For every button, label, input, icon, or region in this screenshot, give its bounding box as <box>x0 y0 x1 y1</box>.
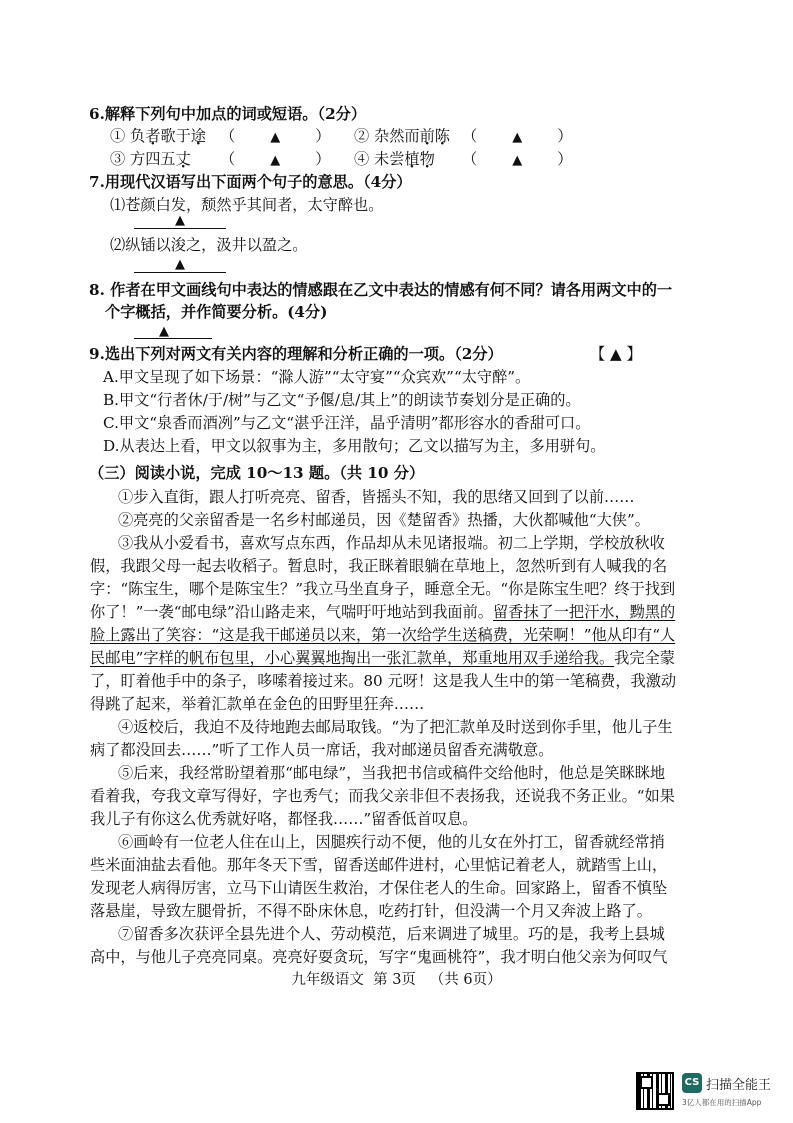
passage-line: 字：“陈宝生，哪个是陈宝生？”我立马坐直身子，睡意全无。“你是陈宝生吧？终于找到 <box>90 580 676 598</box>
passage-line: 民邮电”字样的帆布包里，小心翼翼地掏出一张汇款单，郑重地用双手递给我。我完全蒙 <box>90 649 675 667</box>
passage-line: 了，盯着他手中的条子，哆嗦着接过来。80 元呀！这是我人生中的第一笔稿费，我激动 <box>90 672 677 690</box>
passage-line: 你了！”一袭“邮电绿”沿山路走来，气喘吁吁地站到我面前。留香抹了一把汗水，黝黑的 <box>90 603 676 621</box>
q7-sentence-1: ⑴苍颜白发，颓然乎其间者，太守醉也。 <box>110 196 384 214</box>
passage-line: 我儿子有你这么优秀就好咯，都怪我……”留香低首叹息。 <box>90 810 478 828</box>
q9-option-d: D.从表达上看，甲文以叙事为主，多用散句；乙文以描写为主，多用骈句。 <box>103 437 606 455</box>
q6-item-4: ④ 未尝植物 <box>354 150 435 168</box>
q8-stem-line2: 个字概括，并作简要分析。(4分) <box>105 303 328 321</box>
passage-line: ④返校后，我迫不及待地跑去邮局取钱。“为了把汇款单及时送到你手里，他儿子生 <box>118 718 673 736</box>
page-footer <box>0 968 793 989</box>
underlined-sentence: 他从印有“人 <box>591 626 676 644</box>
q6-item-3: ③ 方四五丈 <box>110 150 191 168</box>
q6-stem: 6.解释下列句中加点的词或短语。（2分） <box>89 105 367 123</box>
q9-option-a: A.甲文呈现了如下场景：“滁人游”“太守宴”“众宾欢”“太守醉”。 <box>103 368 531 386</box>
qr-code-icon <box>636 1072 674 1110</box>
passage-line: 高中，与他儿子亮亮同桌。亮亮好耍贪玩，写字“鬼画桃符”，我才明白他父亲为何叹气 <box>90 948 668 966</box>
passage-line <box>90 625 675 645</box>
camscanner-logo-icon: CS <box>682 1073 702 1093</box>
q9-option-b: B.甲文“行者休/于/树”与乙文“予偃/息/其上”的朗读节奏划分是正确的。 <box>103 391 581 409</box>
q7-stem: 7.用现代汉语写出下面两个句子的意思。（4分） <box>89 173 412 191</box>
passage-line: ②亮亮的父亲留香是一名乡村邮递员，因《楚留香》热播，大伙都喊他“大侠”。 <box>118 511 650 529</box>
q6-answer-3: （ ▲ ） <box>220 150 331 168</box>
q6-answer-1: （ ▲ ） <box>220 127 331 145</box>
passage-line: ⑥画岭有一位老人住在山上，因腿疾行动不便，他的儿女在外打工，留香就经常捎 <box>118 833 665 851</box>
passage-line: 假，我跟父母一起去收稻子。暂息时，我正眯着眼躺在草地上，忽然听到有人喊我的名 <box>90 557 668 575</box>
passage-line: ③我从小爱看书，喜欢写点东西，作品却从未见诸报端。初二上学期，学校放秋收 <box>118 534 665 552</box>
q6-answer-4: （ ▲ ） <box>462 150 573 168</box>
underlined-sentence: 脸上露出了笑容：“这是我干邮递员以来，第一次给学生送稿费，光荣啊！” <box>90 626 592 644</box>
footer-page: 第 3页 <box>373 972 416 988</box>
passage-line: ①步入直街，跟人打听亮亮、留香，皆摇头不知，我的思绪又回到了以前…… <box>118 488 635 506</box>
q8-stem-line1: 8. 作者在甲文画线句中表达的情感跟在乙文中表达的情感有何不同？请各用两文中的一 <box>89 281 673 299</box>
q7-answer-mark-1: ▲ <box>175 213 185 228</box>
passage-line: 病了都没回去……”听了工作人员一席话，我对邮递员留香充满敬意。 <box>90 741 554 759</box>
camscanner-name: 扫描全能王 <box>706 1078 772 1093</box>
passage-line: 落悬崖，导致左腿骨折，不得不卧床休息，吃药打针，但没满一个月又奔波上路了。 <box>90 902 652 920</box>
q9-stem: 9.选出下列对两文有关内容的理解和分析正确的一项。（2分） <box>89 345 503 363</box>
q8-answer-mark: ▲ <box>159 324 169 339</box>
passage-line: 发现老人病得厉害，立马下山请医生救治，才保住老人的生命。回家路上，留香不慎坠 <box>90 879 668 897</box>
passage-line: 得跳了起来，举着汇款单在金色的田野里狂奔…… <box>90 695 425 713</box>
q6-item-2: ② 杂然而前陈 <box>354 127 450 145</box>
q7-answer-blank-2[interactable] <box>134 272 226 273</box>
q9-option-c: C.甲文“泉香而酒冽”与乙文“湛乎汪洋，晶乎清明”都形容水的香甜可口。 <box>103 414 591 432</box>
passage-line: ⑦留香多次获评全县先进个人、劳动模范，后来调进了城里。巧的是，我考上县城 <box>118 925 665 943</box>
underlined-sentence: 民邮电”字样的帆布包里，小心翼翼地掏出一张汇款单，郑重地用双手递给我。 <box>90 649 615 667</box>
camscanner-tagline: 3亿人都在用的扫描App <box>682 1098 762 1107</box>
footer-total: （共 6页） <box>429 972 502 988</box>
q9-answer-bracket[interactable]: 【 ▲ 】 <box>590 345 642 363</box>
q6-item-1: ① 负者歌于途 <box>110 127 206 145</box>
passage-line: 些米面油盐去看他。那年冬天下雪，留香送邮件进村，心里惦记着老人，就踏雪上山， <box>90 856 668 874</box>
q6-answer-2: （ ▲ ） <box>462 127 573 145</box>
q7-sentence-2: ⑵纵锸以浚之，汲井以盈之。 <box>110 236 308 254</box>
underlined-sentence: 留香抹了一把汗水，黝黑的 <box>492 603 676 621</box>
q7-answer-blank-1[interactable] <box>134 228 226 229</box>
passage-line: ⑤后来，我经常盼望着那“邮电绿”，当我把书信或稿件交给他时，他总是笑眯眯地 <box>118 764 666 782</box>
footer-subject: 九年级语文 <box>291 972 364 988</box>
passage-line: 看着我，夸我文章写得好，字也秀气；而我父亲非但不表扬我，还说我不务正业。“如果 <box>90 787 675 805</box>
q8-answer-blank[interactable] <box>134 338 212 339</box>
section3-heading: （三）阅读小说，完成 10～13 题。（共 10 分） <box>89 464 425 482</box>
q7-answer-mark-2: ▲ <box>175 257 185 272</box>
